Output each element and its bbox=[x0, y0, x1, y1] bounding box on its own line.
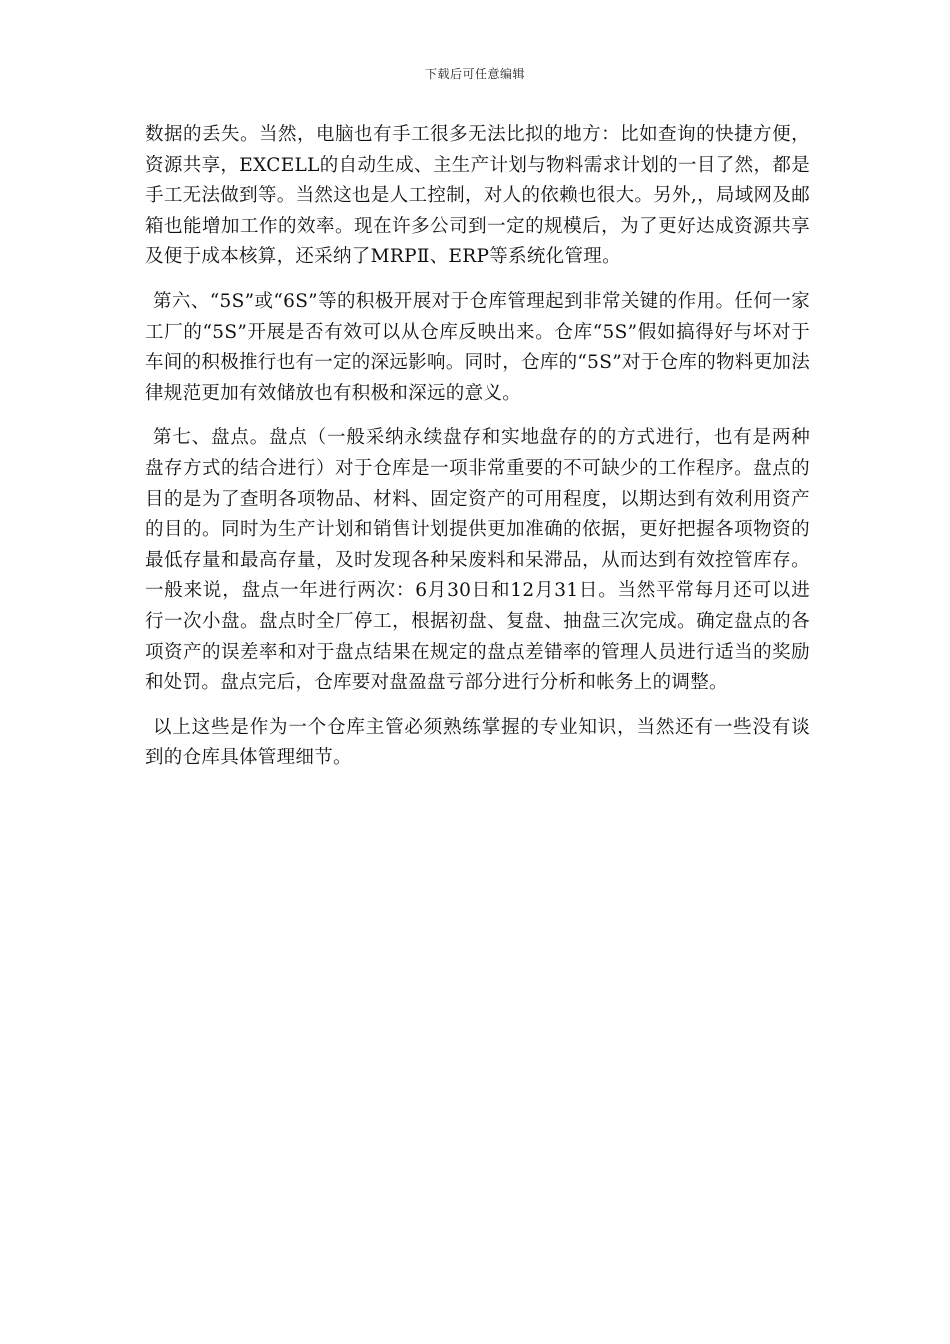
paragraph-5s: 第六、“5S”或“6S”等的积极开展对于仓库管理起到非常关键的作用。任何一家工厂的“5S”开展是否有效可以从仓库反映出来。仓库“5S”假如搞得好与坏对于车间的积极推行也有一定的深远影响。同时，仓库的“5S”对于仓库的物料更加法律规范更加有效储放也有积极和深远的意义。 bbox=[145, 290, 810, 404]
paragraph-inventory: 第七、盘点。盘点（一般采纳永续盘存和实地盘存的的方式进行，也有是两种盘存方式的结合进行）对于仓库是一项非常重要的不可缺少的工作程序。盘点的目的是为了查明各项物品、材料、固定资产的可用程度，以期达到有效利用资产的目的。同时为生产计划和销售计划提供更加准确的依据，更好把握各项物资的最低存量和最高存量，及时发现各种呆废料和呆滞品，从而达到有效控管库存。一般来说，盘点一年进行两次：6月30日和12月31日。当然平常每月还可以进行一次小盘。盘点时全厂停工，根据初盘、复盘、抽盘三次完成。确定盘点的各项资产的误差率和对于盘点结果在规定的盘点差错率的管理人员进行适当的奖励和处罚。盘点完后，仓库要对盘盈盘亏部分进行分析和帐务上的调整。 bbox=[145, 427, 810, 694]
page-header: 下载后可任意编辑 bbox=[424, 67, 525, 81]
paragraph-data-loss: 数据的丢失。当然，电脑也有手工很多无法比拟的地方：比如查询的快捷方便，资源共享，EXCELL的自动生成、主生产计划与物料需求计划的一目了然，都是手工无法做到等。当然这也是人工控制，对人的依赖也很大。另外,，局域网及邮箱也能增加工作的效率。现在许多公司到一定的规模后，为了更好达成资源共享及便于成本核算，还采纳了MRPⅡ、ERP等系统化管理。 bbox=[145, 124, 810, 268]
paragraph-summary: 以上这些是作为一个仓库主管必须熟练掌握的专业知识，当然还有一些没有谈到的仓库具体管理细节。 bbox=[145, 716, 810, 769]
document-body bbox=[145, 120, 810, 774]
